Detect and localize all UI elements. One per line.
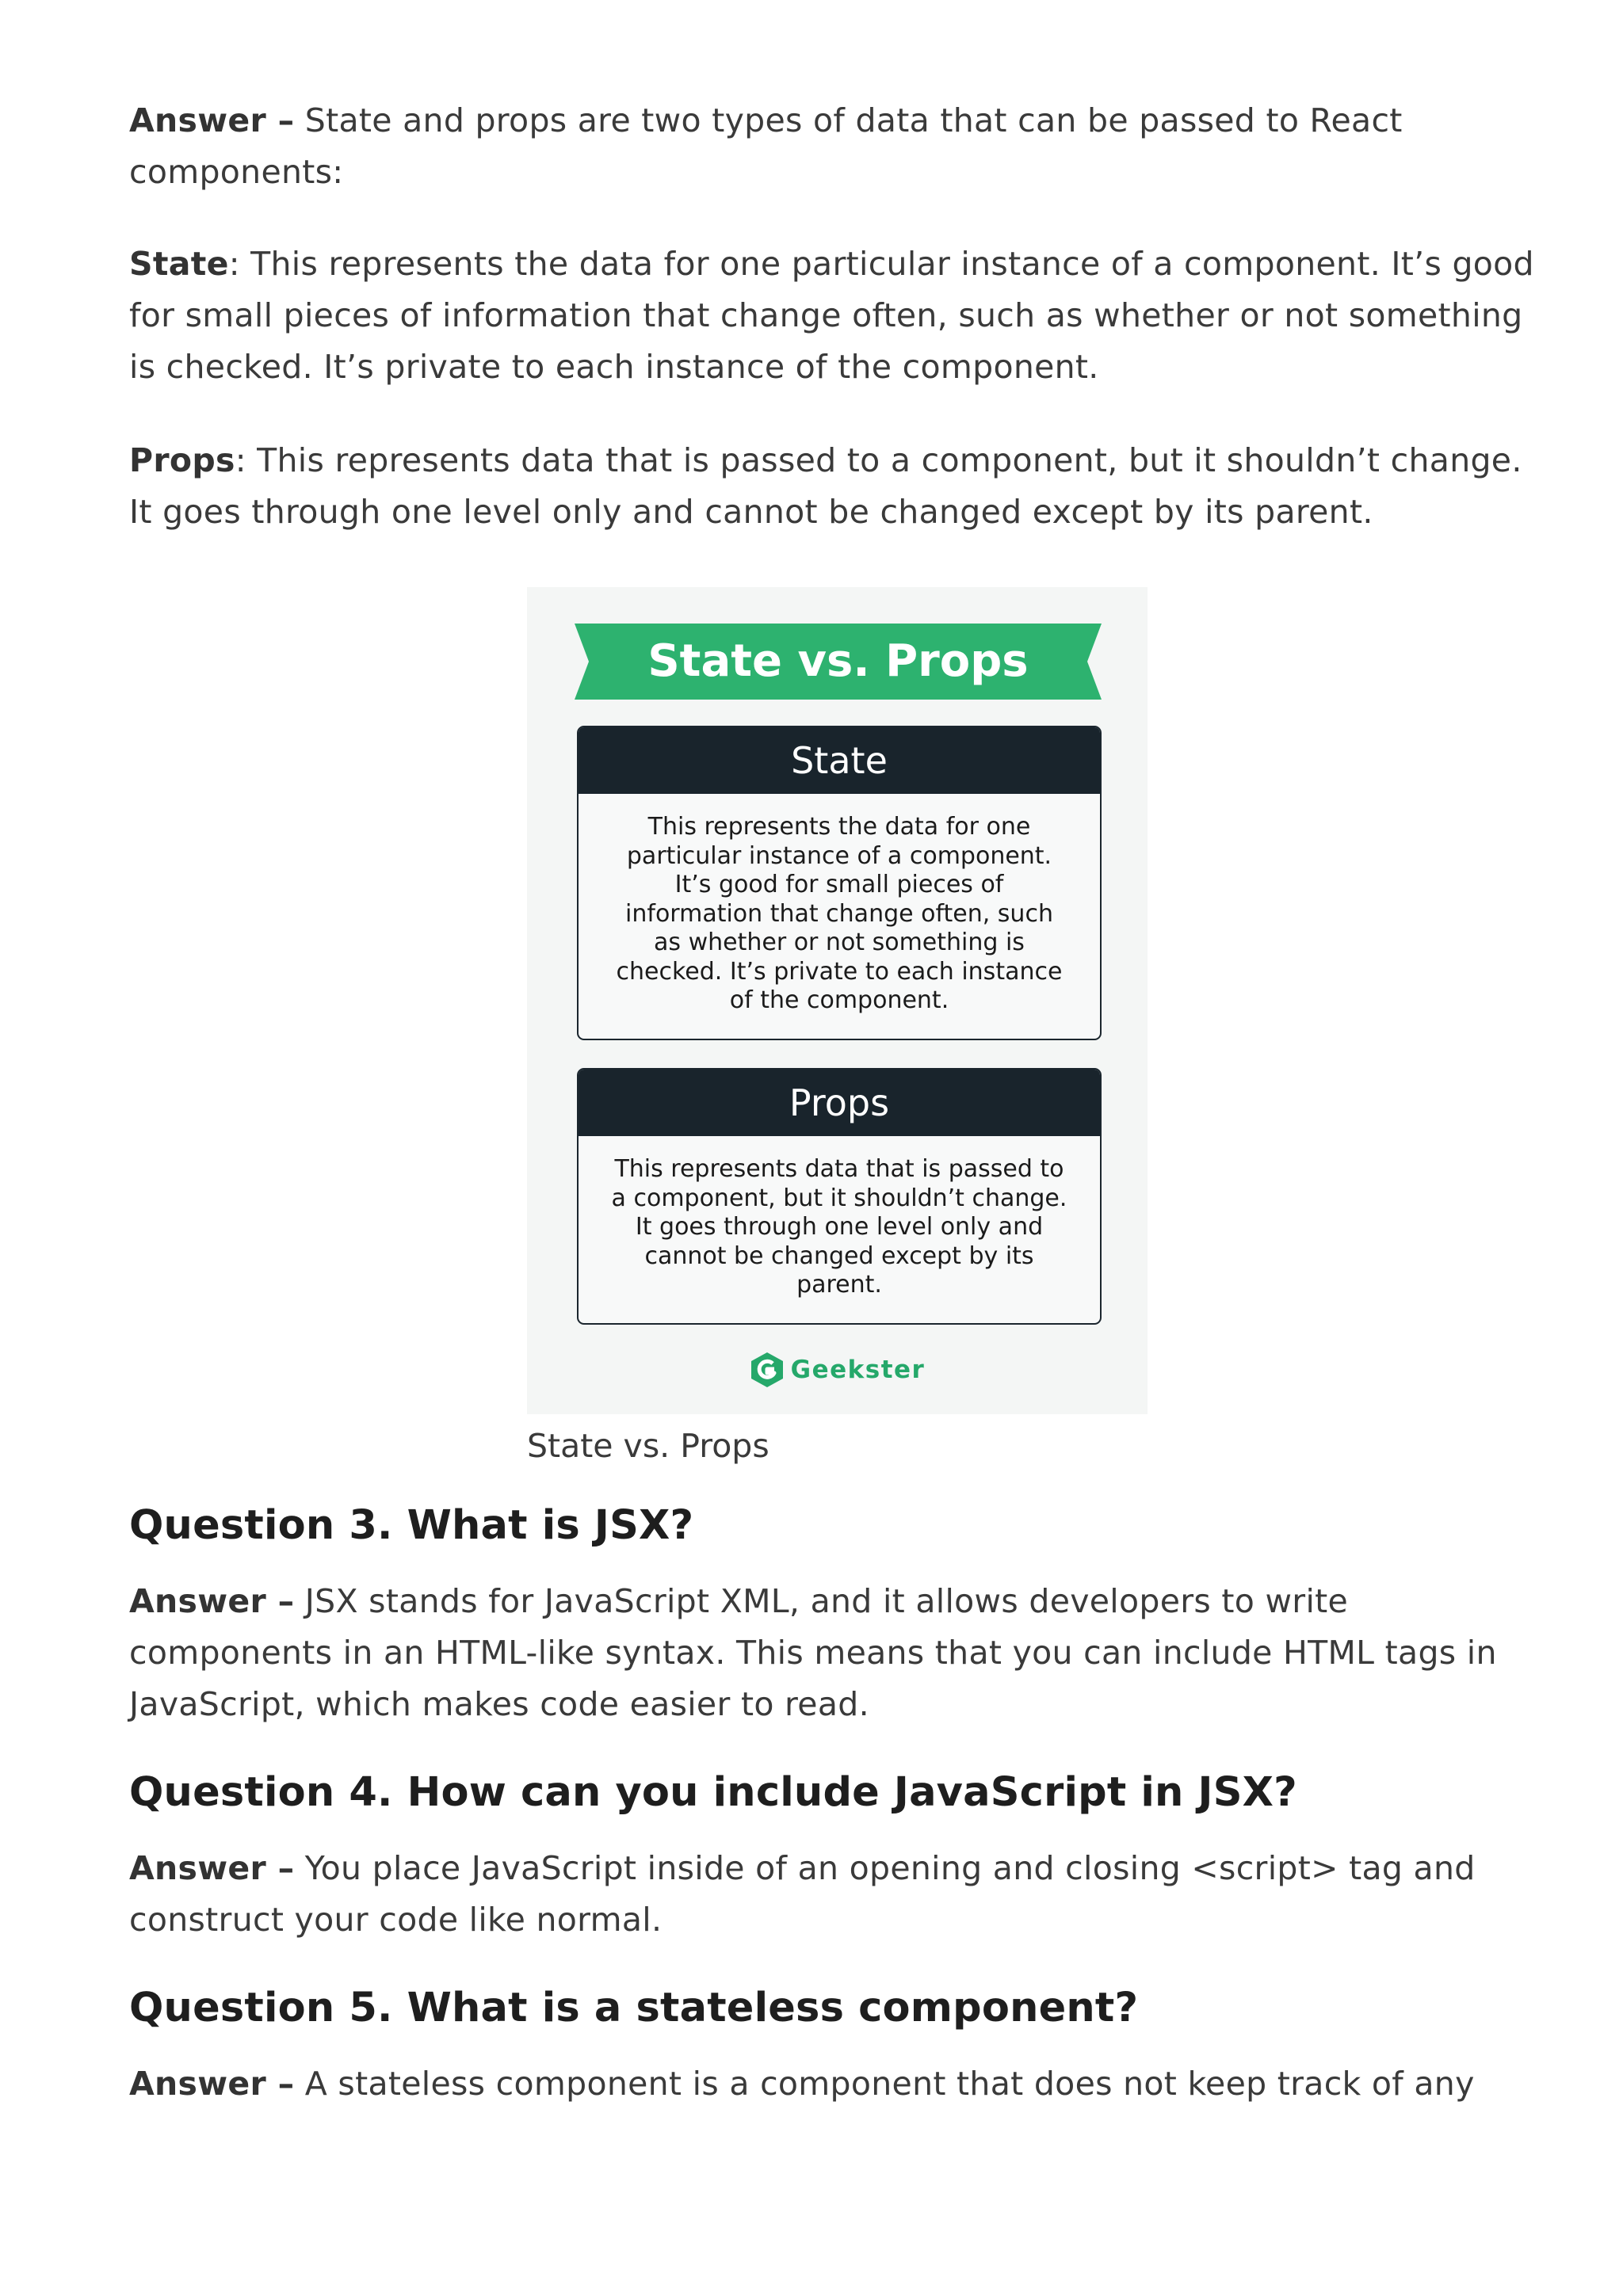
state-card <box>577 726 1102 1040</box>
props-card-heading: Props <box>579 1070 1100 1136</box>
state-card-line: This represents the data for one <box>647 813 1031 841</box>
question-5-heading: Question 5. What is a stateless component? <box>129 1985 1139 2031</box>
question-4-answer <box>129 1843 1548 1946</box>
props-card-body <box>579 1136 1100 1300</box>
state-card-line: particular instance of a component. <box>626 841 1052 870</box>
state-card-line: It’s good for small pieces of <box>674 871 1004 898</box>
geekster-g-icon <box>750 1352 785 1388</box>
props-card-line: cannot be changed except by its <box>644 1241 1034 1270</box>
state-term: State <box>129 245 229 283</box>
question-4-heading: Question 4. How can you include JavaScript in JSX? <box>129 1769 1297 1816</box>
title-ribbon <box>575 624 1102 700</box>
answer-label: Answer – <box>129 1582 295 1620</box>
intro-text: State and props are two types of data that can be passed to React components: <box>129 101 1403 191</box>
state-definition-paragraph <box>129 238 1548 393</box>
answer-label: Answer – <box>129 2065 295 2103</box>
props-card-line: This represents data that is passed to <box>614 1155 1064 1183</box>
state-card-body <box>579 794 1100 1016</box>
answer-label: Answer – <box>129 101 295 139</box>
figure-caption: State vs. Props <box>527 1427 769 1465</box>
state-card-line: checked. It’s private to each instance <box>616 957 1063 986</box>
question-3-answer <box>129 1576 1548 1730</box>
props-card-line: It goes through one level only and <box>635 1213 1044 1241</box>
question-5-answer-text: A stateless component is a component that does not keep track of any <box>304 2065 1475 2103</box>
intro-paragraph <box>129 95 1548 198</box>
props-definition-text: : This represents data that is passed to a component, but it shouldn’t change. It goes through one level only and cannot be changed except by its parent. <box>129 441 1522 531</box>
props-card-line: parent. <box>796 1271 882 1299</box>
state-card-heading: State <box>579 727 1100 794</box>
question-3-heading: Question 3. What is JSX? <box>129 1502 694 1549</box>
state-card-line: of the component. <box>729 986 949 1014</box>
state-card-line: information that change often, such <box>625 899 1053 928</box>
logo-text: Geekster <box>790 1356 926 1384</box>
props-card <box>577 1068 1102 1325</box>
state-card-line: as whether or not something is <box>654 929 1025 956</box>
state-vs-props-infographic <box>527 587 1148 1414</box>
question-5-answer <box>129 2058 1548 2110</box>
answer-label: Answer – <box>129 1849 295 1887</box>
question-4-answer-text: You place JavaScript inside of an opening and closing <script> tag and construct your code like normal. <box>129 1849 1476 1939</box>
props-definition-paragraph <box>129 435 1548 538</box>
geekster-logo <box>527 1352 1148 1391</box>
infographic-title: State vs. Props <box>647 635 1029 687</box>
article-body <box>129 95 1548 2110</box>
state-definition-text: : This represents the data for one particular instance of a component. It’s good for small pieces of information that change often, such as whether or not something is checked. It’s private to each instance of the component. <box>129 245 1534 386</box>
state-vs-props-figure <box>527 587 1148 1470</box>
props-card-line: a component, but it shouldn’t change. <box>611 1184 1067 1212</box>
question-3-answer-text: JSX stands for JavaScript XML, and it allows developers to write components in an HTML-like syntax. This means that you can include HTML tags in JavaScript, which makes code easier to read. <box>129 1582 1497 1723</box>
props-term: Props <box>129 441 235 479</box>
